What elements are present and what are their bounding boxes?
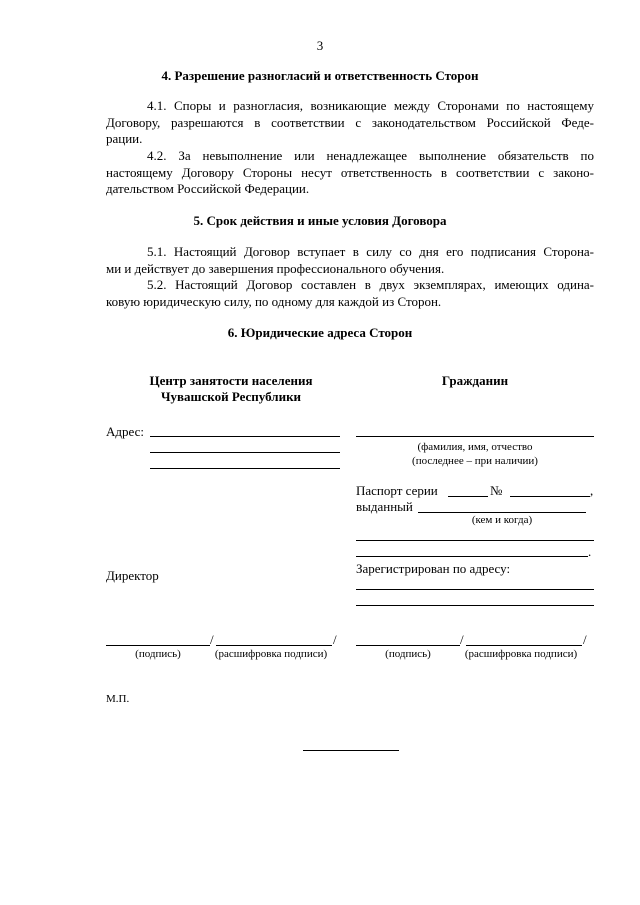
left-signature-slash: / <box>210 632 214 647</box>
director-label: Директор <box>106 568 159 583</box>
right-signature-decode-line[interactable] <box>466 645 582 646</box>
text-line: 5.1. Настоящий Договор вступает в силу со дня его подписания Сторона- <box>147 244 594 259</box>
issued-line[interactable] <box>418 512 586 513</box>
left-signature-caption: (подпись) <box>135 648 181 660</box>
section-6-heading: 6. Юридические адреса Сторон <box>227 325 413 340</box>
text-line: рации. <box>106 131 143 146</box>
left-signature-decode-caption: (расшифровка подписи) <box>214 648 328 660</box>
section-4-paragraph-1 <box>106 98 594 148</box>
passport-comma: , <box>590 483 594 498</box>
passport-series-label: Паспорт серии <box>356 483 438 498</box>
fio-line[interactable] <box>356 436 594 437</box>
text-line: ми и действует до завершения профессионального обучения. <box>106 260 445 276</box>
address-line-3[interactable] <box>150 468 340 469</box>
left-signature-slash-end: / <box>333 632 337 647</box>
page-number: 3 <box>316 38 324 53</box>
text-line: 4.1. Споры и разногласия, возникающие между Сторонами по настоящему <box>147 98 594 113</box>
registered-label: Зарегистрирован по адресу: <box>356 561 511 576</box>
right-signature-line[interactable] <box>356 645 460 646</box>
text-line: 5.2. Настоящий Договор составлен в двух экземплярах, имеющих одина- <box>147 277 594 292</box>
right-signature-slash: / <box>460 632 464 647</box>
section-5-heading: 5. Срок действия и иные условия Договора <box>193 213 447 228</box>
text-line: дательством Российской Федерации. <box>106 181 310 196</box>
address-line-1[interactable] <box>150 436 340 437</box>
section-5-paragraph-2 <box>106 277 594 310</box>
address-label: Адрес: <box>106 424 144 439</box>
text-line: настоящему Договору Стороны несут ответственность в соответствии с законо- <box>106 164 594 180</box>
text-line: ковую юридическую силу, по одному для каждой из Сторон. <box>106 293 442 309</box>
text-line: Договору, разрешаются в соответствии с законодательством Российской Феде- <box>106 114 594 130</box>
seal-label: М.П. <box>106 693 130 705</box>
issued-line-2[interactable] <box>356 540 594 541</box>
passport-series-line[interactable] <box>448 496 488 497</box>
issued-period: . <box>588 544 592 559</box>
bottom-divider <box>303 750 399 751</box>
address-line-2[interactable] <box>150 452 340 453</box>
section-5-paragraph-1 <box>106 244 594 277</box>
right-signature-caption: (подпись) <box>385 648 431 660</box>
text-line: 4.2. За невыполнение или ненадлежащее выполнение обязательств по <box>147 148 594 163</box>
section-4-paragraph-2 <box>106 148 594 198</box>
right-signature-decode-caption: (расшифровка подписи) <box>464 648 578 660</box>
issued-caption: (кем и когда) <box>471 514 533 526</box>
right-party-title: Гражданин <box>441 373 509 388</box>
left-signature-decode-line[interactable] <box>216 645 332 646</box>
section-4-heading: 4. Разрешение разногласий и ответственность Сторон <box>161 68 479 83</box>
passport-number-sign: № <box>490 483 503 498</box>
fio-caption <box>356 440 594 468</box>
left-party-line: Центр занятости населения <box>149 373 313 388</box>
registered-line-1[interactable] <box>356 589 594 590</box>
caption-line: (фамилия, имя, отчество <box>417 441 533 453</box>
left-signature-line[interactable] <box>106 645 210 646</box>
left-party-title <box>106 373 356 405</box>
left-party-line: Чувашской Республики <box>160 389 302 404</box>
passport-number-line[interactable] <box>510 496 590 497</box>
right-signature-slash-end: / <box>583 632 587 647</box>
caption-line: (последнее – при наличии) <box>412 455 538 467</box>
issued-label: выданный <box>356 499 413 514</box>
registered-line-2[interactable] <box>356 605 594 606</box>
issued-line-3[interactable] <box>356 556 588 557</box>
